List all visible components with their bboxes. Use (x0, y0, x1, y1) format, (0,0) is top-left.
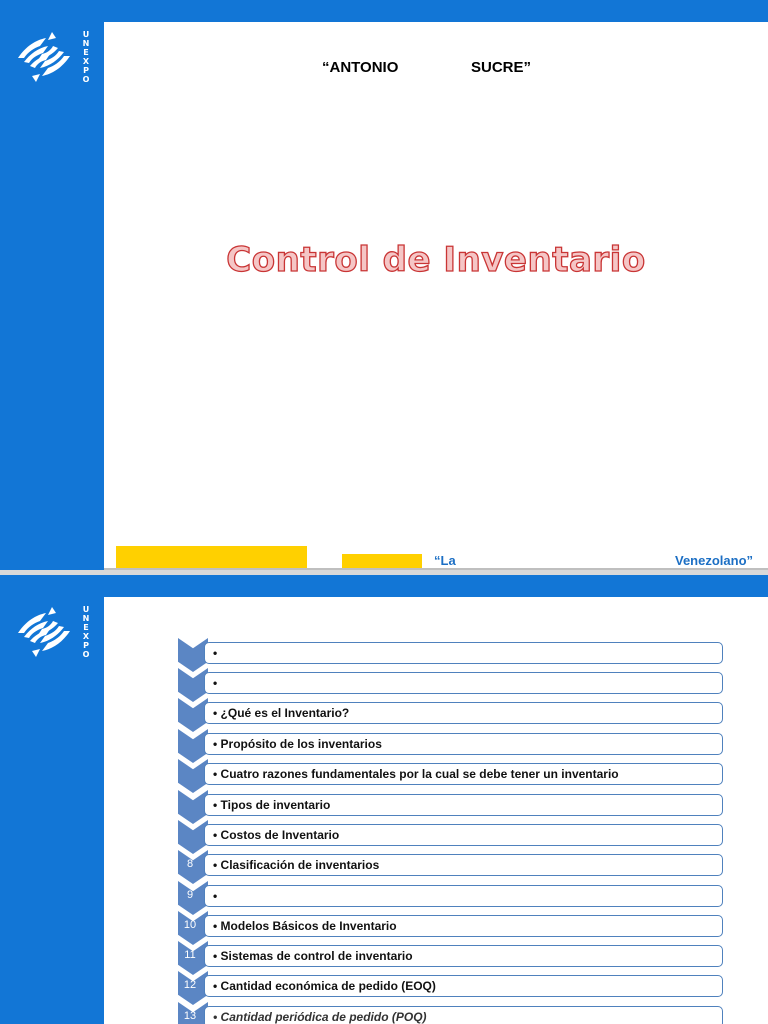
list-item (178, 854, 724, 878)
logo-letter: E (83, 48, 89, 57)
list-item (178, 824, 724, 848)
header-quote-left: “ANTONIO (322, 59, 399, 76)
item-text: • ¿Qué es el Inventario? (213, 706, 350, 720)
logo-letter: O (82, 650, 90, 659)
item-text: • Modelos Básicos de Inventario (213, 919, 397, 933)
list-item (178, 1006, 724, 1024)
logo-letter: O (82, 75, 90, 84)
item-text: • Clasificación de inventarios (213, 858, 380, 872)
logo-letter: P (83, 66, 89, 75)
logo-letter: E (83, 623, 89, 632)
header-quote-right: SUCRE” (471, 59, 532, 76)
item-number: 12 (183, 979, 197, 991)
item-number: 10 (183, 919, 197, 931)
item-text: • Tipos de inventario (213, 798, 331, 812)
slide-2 (0, 575, 768, 1024)
item-box (204, 733, 723, 755)
list-item (178, 733, 724, 757)
logo-letter: N (82, 39, 90, 48)
item-box (204, 1006, 723, 1024)
logo-letter: X (82, 632, 90, 641)
list-item (178, 915, 724, 939)
logo-letter: U (82, 605, 90, 614)
item-text: • Propósito de los inventarios (213, 737, 382, 751)
item-text: • Cantidad económica de pedido (EOQ) (213, 979, 436, 993)
item-text: • (213, 646, 218, 660)
item-text: • (213, 889, 218, 903)
list-item (178, 672, 724, 696)
logo-letter: U (82, 30, 90, 39)
item-box (204, 915, 723, 937)
unexpo-logo-icon (16, 603, 72, 661)
item-number: 9 (186, 889, 194, 901)
item-number: 13 (183, 1010, 197, 1022)
slide-title: Control de Inventario (226, 240, 646, 280)
yellow-bar-left (116, 546, 307, 570)
sidebar (0, 575, 104, 1024)
list-item (178, 975, 724, 999)
item-text: • (213, 676, 218, 690)
item-text: • Cantidad periódica de pedido (POQ) (213, 1010, 427, 1024)
list-item (178, 794, 724, 818)
item-box (204, 642, 723, 664)
top-bar (0, 575, 768, 597)
logo-letter: P (83, 641, 89, 650)
unexpo-vertical-text (80, 605, 92, 659)
item-box (204, 885, 723, 907)
item-box (204, 975, 723, 997)
item-number: 11 (184, 949, 196, 961)
unexpo-logo-icon (16, 28, 72, 86)
list-item (178, 945, 724, 969)
footer-text-left: “La (434, 553, 456, 568)
sidebar (0, 0, 104, 570)
list-item (178, 702, 724, 726)
item-box (204, 945, 723, 967)
bottom-divider (104, 568, 768, 570)
item-box (204, 824, 723, 846)
item-box (204, 702, 723, 724)
list-item (178, 885, 724, 909)
item-box (204, 854, 723, 876)
item-number: 8 (186, 858, 194, 870)
unexpo-vertical-text (80, 30, 92, 84)
top-bar (0, 0, 768, 22)
footer-text-right: Venezolano” (675, 553, 754, 568)
logo-letter: X (82, 57, 90, 66)
item-text: • Costos de Inventario (213, 828, 340, 842)
logo-letter: N (82, 614, 90, 623)
item-box (204, 763, 723, 785)
item-box (204, 794, 723, 816)
list-item (178, 763, 724, 787)
item-text: • Cuatro razones fundamentales por la cual se debe tener un inventario (213, 767, 619, 781)
item-text: • Sistemas de control de inventario (213, 949, 413, 963)
list-item (178, 642, 724, 666)
item-box (204, 672, 723, 694)
